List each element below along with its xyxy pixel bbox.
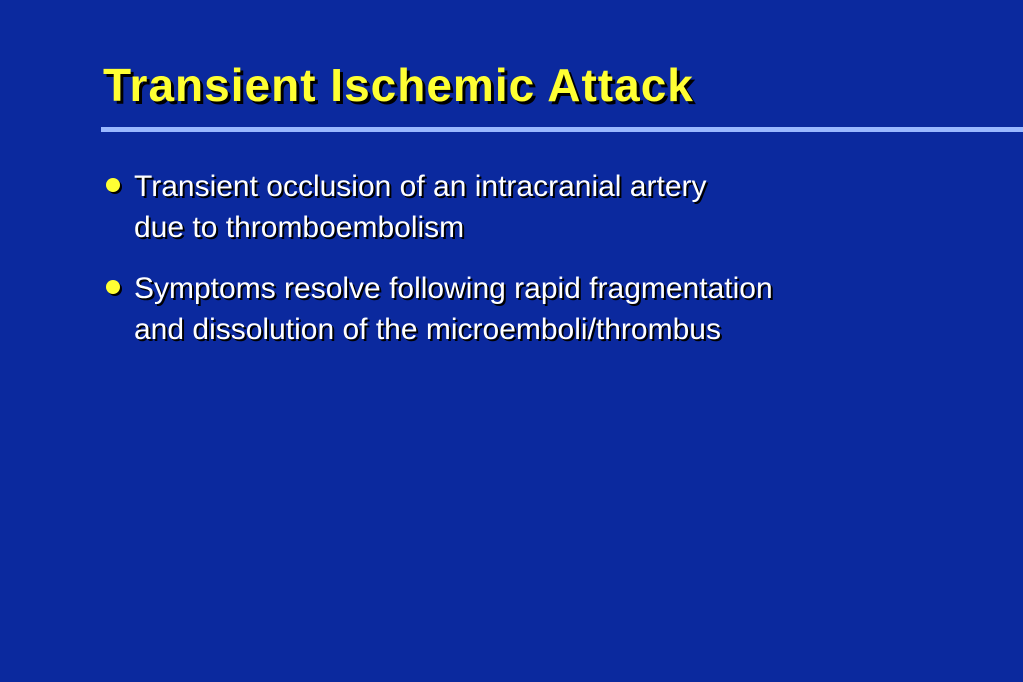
bullet-text-line: Transient occlusion of an intracranial artery (134, 170, 707, 203)
bullet-item (103, 268, 773, 350)
slide-title: Transient Ischemic Attack (103, 59, 694, 111)
bullet-dot-icon (106, 178, 120, 192)
bullet-dot-icon (106, 280, 120, 294)
bullet-text-line: Symptoms resolve following rapid fragmentation (134, 272, 773, 305)
title-divider (101, 127, 1023, 132)
bullet-text-line: due to thromboembolism (134, 211, 465, 244)
bullet-text-line: and dissolution of the microemboli/thrombus (134, 313, 721, 346)
bullet-list (103, 166, 773, 370)
bullet-item (103, 166, 773, 248)
